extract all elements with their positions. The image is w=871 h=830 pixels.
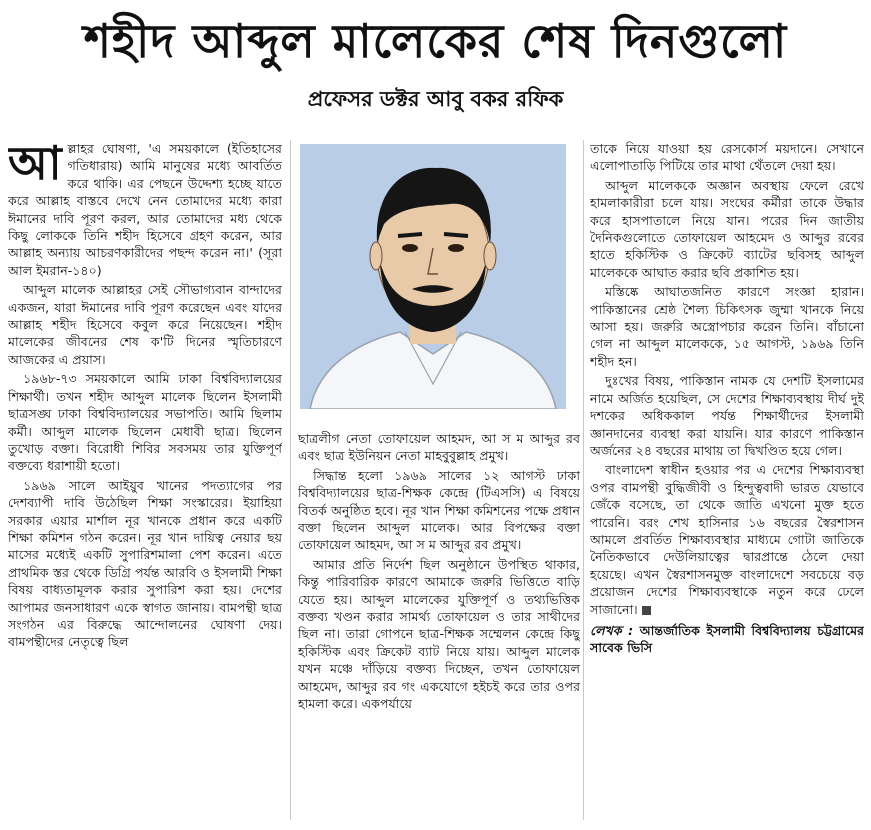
paragraph: আমার প্রতি নির্দেশ ছিল অনুষ্ঠানে উপস্থিত থাকার, কিন্তু পারিবারিক কারণে আমাকে জরুরি ভিত্তিতে বাড়ি যেতে হয়। আব্দুল মালেকের যুক্তিপূর্ণ ও তথ্যভিত্তিক বক্তব্য খণ্ডন করার সামর্থ্য তোফায়েল ও তার সাথীদের ছিল না। তারা গোপনে ছাত্র-শিক্ষক সম্মেলন কেন্দ্রে কিছু হকিস্টিক এবং ক্রিকেট ব্যাট নিয়ে যায়। আব্দুল মালেক যখন মঞ্চে দাঁড়িয়ে বক্তব্য দিচ্ছেন, তখন তোফায়েল আহমেদ, আব্দুর রব গং একযোগে হইচই করে তার ওপর হামলা করে। একপর্যায়ে [298,556,580,712]
byline: প্রফেসর ডক্টর আবু বকর রফিক [307,87,564,111]
paragraph: আব্দুল মালেক আল্লাহর সেই সৌভাগ্যবান বান্দাদের একজন, যারা ঈমানের দাবি পূরণ করেছেন এবং যাদের আল্লাহ শহীদ হিসেবে কবুল করে নিয়েছেন। শহীদ মালেকের জীবনের শেষ ক'টি দিনের স্মৃতিচারণে আজকের এ প্রয়াস। [8,282,282,367]
end-mark-icon [642,606,651,615]
paragraph: দুঃখের বিষয়, পাকিস্তান নামক যে দেশটি ইসলামের নামে অর্জিত হয়েছিল, সে দেশের শিক্ষাব্যবস্থায় দীর্ঘ দুই দশকের অধিককাল পর্যন্ত শিক্ষার্থীদের ইসলামী জ্ঞানদানের ব্যবস্থা করা যায়নি। যার কারণে পাকিস্তান অর্জনের ২৪ বছরের মাথায় তা দ্বিখণ্ডিত হয়ে গেল। [590,373,864,458]
paragraph: বাংলাদেশ স্বাধীন হওয়ার পর এ দেশের শিক্ষাব্যবস্থা ওপর বামপন্থী বুদ্ধিজীবী ও হিন্দুত্ববাদী ভারত যেভাবে জেঁকে বসেছে, তা থেকে জাতি এখনো মুক্ত হতে পারেনি। বরং শেখ হাসিনার ১৬ বছরের স্বৈরশাসন আমলে প্রবর্তিত শিক্ষাব্যবস্থার মাধ্যমে গোটা জাতিকে নৈতিকভাবে দেউলিয়াত্বের দ্বারপ্রান্তে ঠেলে দেয়া হয়েছে। এখন স্বৈরশাসনমুক্ত বাংলাদেশে সবচেয়ে বড় প্রয়োজন দেশের শিক্ষাব্যবস্থাকে নতুন করে ঢেলে সাজানো। [590,462,864,617]
paragraph: মস্তিষ্কে আঘাতজনিত কারণে সংজ্ঞা হারান। পাকিস্তানের শ্রেষ্ঠ শৈল্য চিকিৎসক জুম্মা খানকে নিয়ে আসা হয়। জরুরি অস্ত্রোপচার করেন তিনি। বাঁচানো গেল না আব্দুল মালেককে, ১৫ আগস্ট, ১৯৬৯ তিনি শহীদ হন। [590,284,864,369]
column-divider [290,140,291,820]
author-text: আন্তর্জাতিক ইসলামী বিশ্ববিদ্যালয় চট্টগ্রামের সাবেক ভিসি [590,622,864,656]
paragraph: আল্লাহর ঘোষণা, 'এ সময়কালে (ইতিহাসের গতিধারায়) আমি মানুষের মধ্যে আবর্তিত করে থাকি। এর পেছনে উদ্দেশ্য হচ্ছে যাতে করে আল্লাহ বাস্তবে দেখে নেন তোমাদের মধ্যে কারা ঈমানের দাবি পূরণ করল, আর তোমাদের মধ্য থেকে কিছু লোককে তিনি শহীদ হিসেবে গ্রহণ করেন, আর আল্লাহ অন্যায় আচরণকারীদের পছন্দ করেন না।' (সূরা আল ইমরান-১৪০) [8,140,282,278]
paragraph: তাকে নিয়ে যাওয়া হয় রেসকোর্স ময়দানে। সেখানে এলোপাতাড়ি পিটিয়ে তার মাথা থেঁতলে দেয়া হয়। [590,141,864,174]
author-label: লেখক : [590,622,634,638]
article-column-3 [590,140,864,830]
paragraph: ১৯৬৯ সালে আইয়ুব খানের পদত্যাগের পর দেশব্যাপী দাবি উঠেছিল শিক্ষা সংস্কারের। ইয়াহিয়া সরকার এয়ার মার্শাল নূর খানকে প্রধান করে একটি শিক্ষা কমিশন গঠন করেন। নূর খান দায়িত্ব নেয়ার ছয় মাসের মধ্যেই একটি সুপারিশমালা পেশ করেন। এতে প্রাথমিক স্তর থেকে ডিগ্রি পর্যন্ত আরবি ও ইসলামী শিক্ষা বিষয় বাধ্যতামূলক করার সুপারিশ করা হয়। দেশের আপামর জনসাধারণ একে স্বাগত জানায়। বামপন্থী ছাত্র সংগঠন এর বিরুদ্ধে আন্দোলনের ঘোষণা দেয়। বামপন্থীদের নেতৃত্বে ছিল [8,477,282,650]
drop-cap: আ [8,140,62,190]
paragraph: আব্দুল মালেককে অজ্ঞান অবস্থায় ফেলে রেখে হামলাকারীরা চলে যায়। সংঘের কর্মীরা তাকে উদ্ধার করে হাসপাতালে নিয়ে যান। পরের দিন জাতীয় দৈনিকগুলোতে তোফায়েল আহমেদ ও আব্দুর রবের হাতে হকিস্টিক ও ক্রিকেট ব্যাটের ছবিসহ আব্দুল মালেককে আঘাত করার ছবি প্রকাশিত হয়। [590,177,864,280]
paragraph: সিদ্ধান্ত হলো ১৯৬৯ সালের ১২ আগস্ট ঢাকা বিশ্ববিদ্যালয়ের ছাত্র-শিক্ষক কেন্দ্রে (টিএসসি) এ বিষয়ে বিতর্ক অনুষ্ঠিত হবে। নূর খান শিক্ষা কমিশনের পক্ষে প্রধান বক্তা ছিলেন আব্দুল মালেক। আর বিপক্ষের বক্তা তোফায়েল আহমদ, আ স ম আব্দুর রব প্রমুখ। [298,467,580,553]
headline: শহীদ আব্দুল মালেকের শেষ দিনগুলো [83,14,788,68]
author-credit [590,622,864,657]
paragraph: ছাত্রলীগ নেতা তোফায়েল আহমদ, আ স ম আব্দুর রব এবং ছাত্র ইউনিয়ন নেতা মাহবুবুল্লাহ প্রমুখ। [298,431,580,464]
portrait-drawing [300,144,566,409]
column-divider [583,140,584,820]
portrait-illustration [300,144,566,409]
article-column-1 [8,140,282,830]
paragraph: ১৯৬৮-৭৩ সময়কালে আমি ঢাকা বিশ্ববিদ্যালয়ের শিক্ষার্থী। তখন শহীদ আব্দুল মালেক ছিলেন ইসলামী ছাত্রসঙ্ঘ ঢাকা বিশ্ববিদ্যালয়ের সভাপতি। আমি ছিলাম কর্মী। আব্দুল মালেক ছিলেন মেধাবী ছাত্র। ছিলেন তুখোড় বক্তা। বিরোধী শিবির সবসময় তার যুক্তিপূর্ণ বক্তব্যে ধরাশায়ী হতো। [8,371,282,474]
